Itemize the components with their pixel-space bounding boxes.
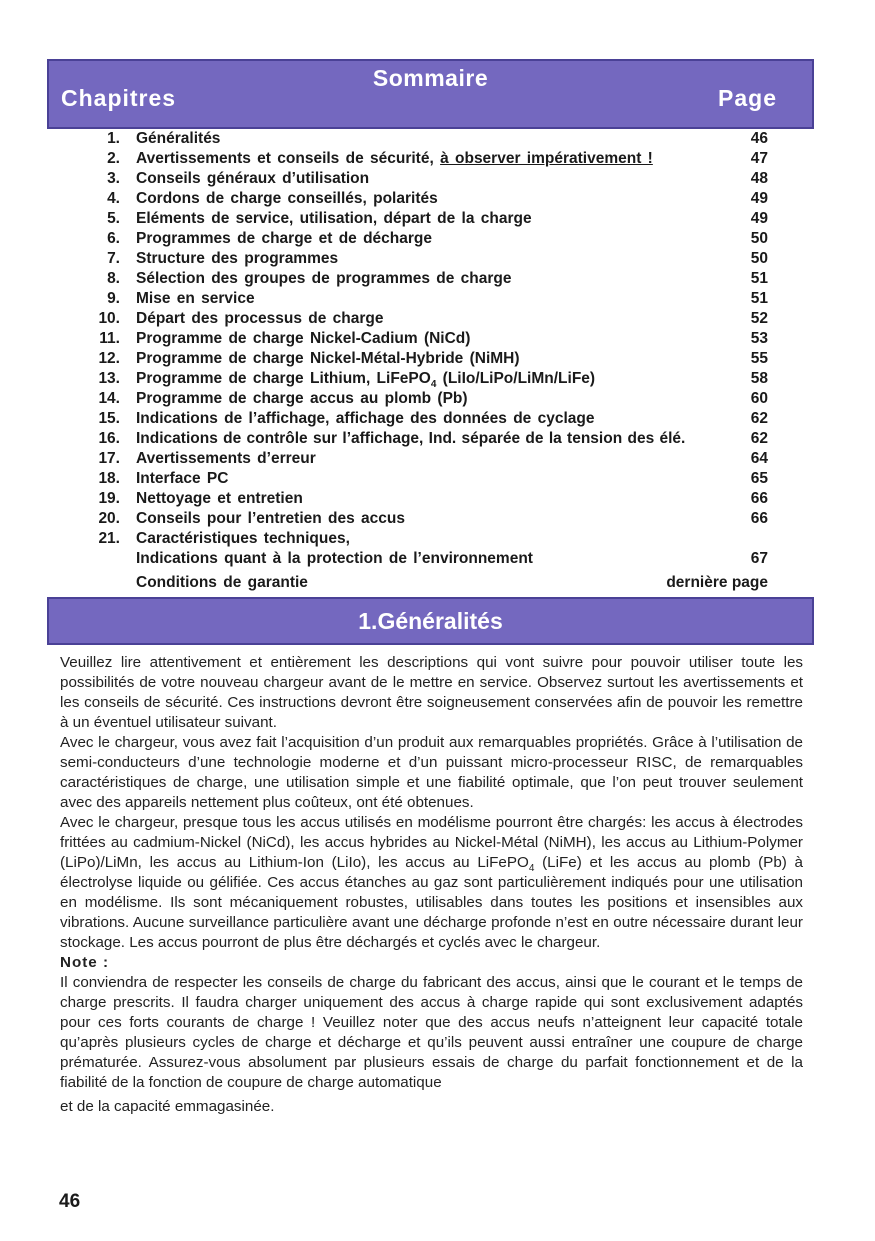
toc-entry-title: Programme de charge Lithium, LiFePO$_4$ (LiIo/LiPo/LiMn/LiFe) bbox=[136, 370, 596, 390]
toc-entry-title: Départ des processus de charge bbox=[136, 310, 384, 327]
toc-entry-page: 67 bbox=[750, 550, 768, 567]
section-header bbox=[47, 597, 814, 645]
toc-entry-page: 55 bbox=[750, 350, 768, 367]
toc-entry-title: Interface PC bbox=[136, 470, 229, 487]
toc-entry-title: Cordons de charge conseillés, polarités bbox=[136, 190, 438, 207]
toc-entry-number: 14. bbox=[98, 390, 120, 407]
toc-entry[interactable] bbox=[0, 269, 875, 289]
toc-entry-title: Conditions de garantie bbox=[136, 574, 308, 591]
toc-entry-number: 16. bbox=[98, 430, 120, 447]
toc-entry[interactable] bbox=[0, 289, 875, 309]
toc-entry-title: Conseils pour l’entretien des accus bbox=[136, 510, 405, 527]
toc-entry-title: Caractéristiques techniques, bbox=[136, 530, 350, 547]
toc-entry[interactable] bbox=[0, 189, 875, 209]
toc-entry-page: 62 bbox=[750, 410, 768, 427]
toc-entry-number: 19. bbox=[98, 490, 120, 507]
toc-entry[interactable] bbox=[0, 573, 875, 593]
paragraph: Veuillez lire attentivement et entièrement les descriptions qui vont suivre pour pouvoir utiliser toute les possibilités de votre nouveau chargeur avant de le mettre en service. Observez surtout les avertissements et les conseils de sécurité. Ces instructions devront être soigneusement conservées afin de pouvoir les remettre à un éventuel utilisateur suivant. bbox=[60, 654, 803, 731]
toc-entry-title: Eléments de service, utilisation, départ de la charge bbox=[136, 210, 532, 227]
toc-entry-page: 46 bbox=[750, 130, 768, 147]
paragraph: et de la capacité emmagasinée. bbox=[60, 1098, 275, 1115]
subscript: 4 bbox=[430, 379, 437, 390]
toc-entry-page: 58 bbox=[750, 370, 768, 387]
toc-entry-number: 12. bbox=[98, 350, 120, 367]
toc-entry-number: 20. bbox=[98, 510, 120, 527]
toc-entry-page: 65 bbox=[750, 470, 768, 487]
toc-entry-title: Structure des programmes bbox=[136, 250, 339, 267]
toc-entry-title: Programme de charge accus au plomb (Pb) bbox=[136, 390, 468, 407]
toc-entry-page: 66 bbox=[750, 510, 768, 527]
toc-entry-title: Indications de contrôle sur l’affichage, Ind. séparée de la tension des élé. bbox=[136, 430, 686, 447]
toc-entry-page: 50 bbox=[750, 230, 768, 247]
toc-entry-page: 49 bbox=[750, 210, 768, 227]
toc-entry-number: 17. bbox=[98, 450, 120, 467]
toc-entry[interactable] bbox=[0, 329, 875, 349]
paragraph: Avec le chargeur, presque tous les accus utilisés en modélisme pourront être chargés: les accus à électrodes frittées au cadmium-Nickel (NiCd), les accus hybrides au Nickel-Métal (NiMH), les accus au Lithium-Polymer (LiPo)/LiMn, les accus au Lithium-Ion (LiIo), les accus au LiFePO$_4$ (LiFe) et les accus au plomb (Pb) à électrolyse liquide ou gélifiée. Ces accus étanches au gaz sont particulièrement indiqués pour une utilisation en modélisme. Ils sont mécaniquement robustes, utilisables dans toutes les positions et insensibles aux vibrations. Aucune surveillance particulière avant une décharge profonde n’est en outre nécessaire durant leur stockage. Les accus pourront de plus être déchargés et cyclés avec le chargeur. bbox=[60, 814, 803, 951]
toc-entry-number: 1. bbox=[107, 130, 120, 147]
toc-entry-emphasis: à observer impérativement ! bbox=[440, 150, 653, 167]
toc-entry-title: Indications de l’affichage, affichage des données de cyclage bbox=[136, 410, 595, 427]
toc-entry[interactable] bbox=[0, 349, 875, 369]
toc-entry[interactable] bbox=[0, 469, 875, 489]
toc-entry-number: 5. bbox=[107, 210, 120, 227]
toc-entry[interactable] bbox=[0, 209, 875, 229]
toc-entry-page: 62 bbox=[750, 430, 768, 447]
toc-entry-title: Sélection des groupes de programmes de charge bbox=[136, 270, 512, 287]
toc-entry-title: Nettoyage et entretien bbox=[136, 490, 303, 507]
toc-entry-page: 49 bbox=[750, 190, 768, 207]
toc-entry-number: 7. bbox=[107, 250, 120, 267]
toc-entry[interactable] bbox=[0, 509, 875, 529]
toc-entry-page: 60 bbox=[750, 390, 768, 407]
toc-entry[interactable] bbox=[0, 309, 875, 329]
toc-entry[interactable] bbox=[0, 229, 875, 249]
page-number: 46 bbox=[59, 1191, 81, 1212]
toc-entry-number: 13. bbox=[98, 370, 120, 387]
toc-title: Sommaire bbox=[372, 65, 489, 91]
toc-entry-number: 4. bbox=[107, 190, 120, 207]
toc-entry-title: Mise en service bbox=[136, 290, 255, 307]
toc-entry-title: Avertissements d’erreur bbox=[136, 450, 316, 467]
toc-entry-number: 8. bbox=[107, 270, 120, 287]
toc-entry[interactable] bbox=[0, 389, 875, 409]
toc-entry-title: Indications quant à la protection de l’environnement bbox=[136, 550, 533, 567]
toc-entry-title: Conseils généraux d’utilisation bbox=[136, 170, 370, 187]
toc-entry-number: 2. bbox=[107, 150, 120, 167]
toc-entry-number: 15. bbox=[98, 410, 120, 427]
toc-entry-page: 51 bbox=[750, 270, 768, 287]
toc-entry-number: 11. bbox=[99, 330, 120, 347]
toc-entry-title: Programme de charge Nickel-Cadium (NiCd) bbox=[136, 330, 471, 347]
section-title: 1.Généralités bbox=[358, 608, 503, 634]
toc-chapters-label: Chapitres bbox=[61, 85, 177, 111]
toc-entry-number: 3. bbox=[107, 170, 120, 187]
toc-entry-number: 9. bbox=[107, 290, 120, 307]
toc-entry[interactable] bbox=[0, 549, 875, 569]
toc-entry-number: 21. bbox=[98, 530, 120, 547]
toc-entry-page: 51 bbox=[750, 290, 768, 307]
toc-entry-page: 47 bbox=[750, 150, 768, 167]
toc-entry-page: 66 bbox=[750, 490, 768, 507]
toc-entry[interactable] bbox=[0, 529, 875, 549]
note-label: Note : bbox=[60, 954, 110, 971]
toc-entry-number: 6. bbox=[107, 230, 120, 247]
toc-entry-page: dernière page bbox=[666, 574, 768, 591]
toc-entry[interactable] bbox=[0, 429, 875, 449]
subscript: 4 bbox=[528, 863, 535, 874]
toc-entry-title: Avertissements et conseils de sécurité, à observer impérativement ! bbox=[136, 150, 653, 167]
toc-entry[interactable] bbox=[0, 169, 875, 189]
toc-entry-number: 10. bbox=[98, 310, 120, 327]
toc-entry-page: 64 bbox=[750, 450, 768, 467]
section-body bbox=[60, 653, 803, 1117]
toc-entry-page: 52 bbox=[750, 310, 768, 327]
toc-entry-title: Généralités bbox=[136, 130, 221, 147]
toc-entry-page: 48 bbox=[750, 170, 768, 187]
toc-entry[interactable] bbox=[0, 129, 875, 149]
toc-entry-title: Programmes de charge et de décharge bbox=[136, 230, 433, 247]
toc-entry[interactable] bbox=[0, 369, 875, 389]
toc-entry-page: 50 bbox=[750, 250, 768, 267]
toc-page-label: Page bbox=[718, 85, 777, 111]
toc-entry-number: 18. bbox=[98, 470, 120, 487]
toc-entry[interactable] bbox=[0, 409, 875, 429]
toc-entry[interactable] bbox=[0, 249, 875, 269]
toc-header bbox=[47, 59, 814, 129]
paragraph: Il conviendra de respecter les conseils de charge du fabricant des accus, ainsi que le courant et le temps de charge prescrits. Il faudra charger uniquement des accus à charge rapide qui sont exclusivement adaptés pour ces forts courants de charge ! Veuillez noter que des accus neufs n’atteignent leur capacité totale qu’après plusieurs cycles de charge et décharge et qu’ils peuvent aussi entraîner une coupure de charge prématurée. Assurez-vous absolument par plusieurs essais de charge du parfait fonctionnement et de la fiabilité de la fonction de coupure de charge automatique bbox=[60, 974, 803, 1091]
toc-entry[interactable] bbox=[0, 149, 875, 169]
toc-entry-title: Programme de charge Nickel-Métal-Hybride (NiMH) bbox=[136, 350, 520, 367]
toc-entry[interactable] bbox=[0, 449, 875, 469]
toc-entry-page: 53 bbox=[750, 330, 768, 347]
paragraph: Avec le chargeur, vous avez fait l’acquisition d’un produit aux remarquables propriétés. Grâce à l’utilisation de semi-conducteurs d’une technologie moderne et d’un puissant micro-processeur RISC, de remarquables caractéristiques de charge, une utilisation simple et une fiabilité optimale, que l’on peut trouver seulement avec des appareils nettement plus coûteux, ont été obtenues. bbox=[60, 734, 803, 811]
toc-entry[interactable] bbox=[0, 489, 875, 509]
